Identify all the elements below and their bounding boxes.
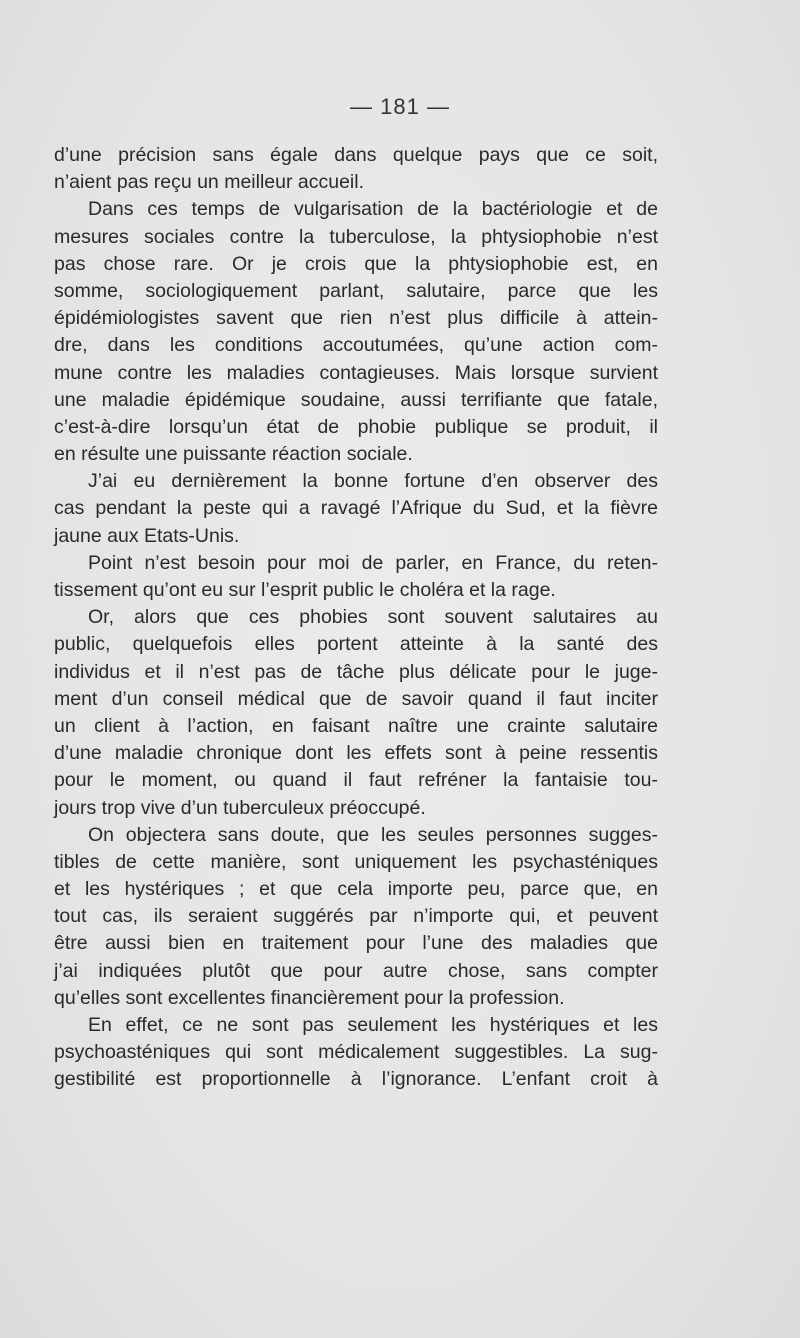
text-line: somme, sociologiquement parlant, salutaire, parce que les — [54, 279, 658, 302]
text-line: un client à l’action, en faisant naître une crainte salutaire — [54, 714, 658, 737]
text-line: Or, alors que ces phobies sont souvent salutaires au — [88, 606, 658, 629]
text-line: psychoasténiques qui sont médicalement suggestibles. La sug- — [54, 1041, 658, 1064]
text-line: Dans ces temps de vulgarisation de la bactériologie et de — [88, 198, 658, 221]
text-line: individus et il n’est pas de tâche plus délicate pour le juge- — [54, 660, 658, 683]
text-line: On objectera sans doute, que les seules personnes sugges- — [88, 823, 658, 846]
text-line: c’est-à-dire lorsqu’un état de phobie publique se produit, il — [54, 415, 658, 438]
text-line: d’une précision sans égale dans quelque pays que ce soit, — [54, 144, 658, 166]
page-number: — 181 — — [350, 94, 450, 119]
text-line: ment d’un conseil médical que de savoir quand il faut inciter — [54, 687, 658, 710]
text-line: épidémiologistes savent que rien n’est plus difficile à attein- — [54, 307, 658, 330]
body-text — [54, 142, 658, 1094]
text-line: dre, dans les conditions accoutumées, qu’une action com- — [54, 334, 658, 357]
text-line: gestibilité est proportionnelle à l’ignorance. L’enfant croit à — [54, 1068, 658, 1091]
text-line: J’ai eu dernièrement la bonne fortune d’en observer des — [88, 470, 658, 493]
text-line: cas pendant la peste qui a ravagé l’Afrique du Sud, et la fièvre — [54, 497, 658, 520]
text-line: En effet, ce ne sont pas seulement les hystériques et les — [88, 1014, 658, 1036]
text-line: Point n’est besoin pour moi de parler, en France, du reten- — [88, 551, 658, 574]
text-line: jours trop vive d’un tuberculeux préoccupé. — [54, 796, 426, 819]
text-line: pas chose rare. Or je crois que la phtysiophobie est, en — [54, 252, 658, 275]
text-line: mune contre les maladies contagieuses. Mais lorsque survient — [54, 361, 658, 384]
text-line: d’une maladie chronique dont les effets sont à peine ressentis — [54, 742, 658, 765]
text-line: en résulte une puissante réaction sociale. — [54, 443, 413, 466]
text-line: public, quelquefois elles portent atteinte à la santé des — [54, 633, 658, 656]
text-line: tibles de cette manière, sont uniquement les psychasténiques — [54, 850, 658, 873]
text-line: être aussi bien en traitement pour l’une des maladies que — [54, 932, 658, 955]
text-line: mesures sociales contre la tuberculose, la phtysiophobie n’est — [54, 225, 658, 248]
text-line: jaune aux Etats-Unis. — [54, 524, 240, 547]
text-line: une maladie épidémique soudaine, aussi terrifiante que fatale, — [54, 388, 658, 411]
text-line: n’aient pas reçu un meilleur accueil. — [54, 171, 365, 194]
text-line: qu’elles sont excellentes financièrement pour la profession. — [54, 986, 565, 1009]
text-line: j’ai indiquées plutôt que pour autre chose, sans compter — [54, 959, 658, 982]
text-line: pour le moment, ou quand il faut refréner la fantaisie tou- — [54, 769, 658, 792]
text-line: tissement qu’ont eu sur l’esprit public le choléra et la rage. — [54, 579, 556, 601]
text-line: et les hystériques ; et que cela importe peu, parce que, en — [54, 878, 658, 901]
text-line: tout cas, ils seraient suggérés par n’importe qui, et peuvent — [54, 905, 658, 928]
